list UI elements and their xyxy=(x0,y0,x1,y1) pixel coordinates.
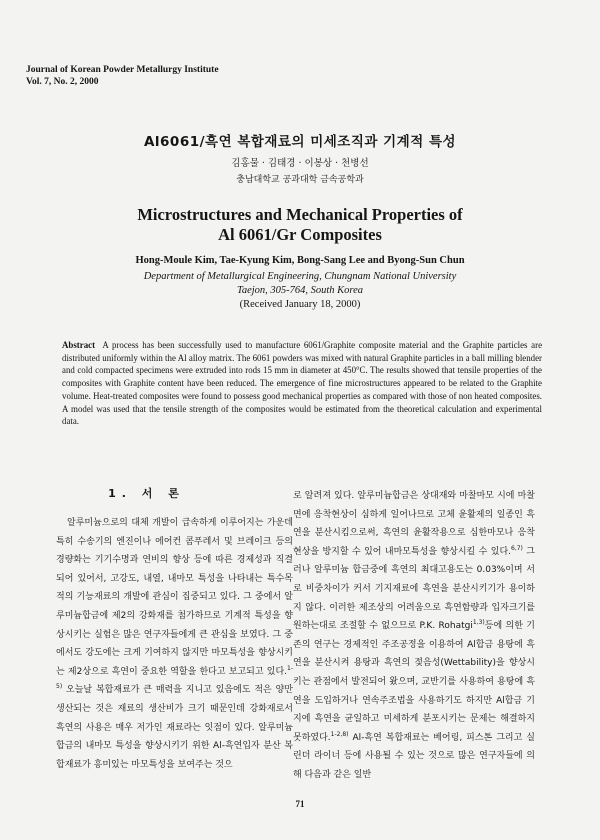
journal-volume: Vol. 7, No. 2, 2000 xyxy=(26,77,99,87)
korean-affiliation: 충남대학교 공과대학 금속공학과 xyxy=(236,175,364,185)
affiliation-department: Department of Metallurgical Engineering, Chungnam National University xyxy=(143,271,457,282)
right-column xyxy=(293,487,535,785)
right-text-a: 로 알려져 있다. 알루미늄합금은 상대재와 마찰마모 시에 마찰면에 응착현상이 심하게 일어나므로 고체 윤활제의 일종인 흑연을 분산시킴으로써, 흑연의 윤활작용으로 심한마모나 응착현상을 방지할 수 있어 내마모특성을 향상시킬 수 있다. xyxy=(293,491,535,557)
right-paragraph xyxy=(293,487,535,785)
citation: 1,3) xyxy=(472,619,485,627)
affiliation-city: Taejon, 305-764, South Korea xyxy=(236,285,364,296)
english-title-line1: Microstructures and Mechanical Properties of xyxy=(137,205,463,224)
citation: 1-2,8) xyxy=(330,730,349,738)
page-number: 71 xyxy=(295,799,305,809)
citation: 1-5) xyxy=(56,664,293,691)
right-text-c: 등에 의한 기존의 연구는 경제적인 주조공정을 이용하여 Al합금 용탕에 흑연을 분산시켜 용탕과 흑연의 젖음성(Wettability)을 향상시키는 관점에서 발전되어 왔으며, 교반기를 사용하여 용탕에 흑연을 도입하거나 연속주조법을 사용하기도 하지만 Al합금 기지에 흑연을 균일하고 미세하게 분포시키는 문제는 해결하지 못하였다. xyxy=(293,621,535,743)
journal-header xyxy=(26,64,219,88)
left-text-b: 오늘날 복합재료가 큰 매력을 지니고 있음에도 적은 양만 생산되는 것은 재료의 생산비가 크기 때문인데 강화재로서 흑연의 사용은 매우 저가인 재료라는 잇점이 있다. 알루미늄합금의 내마모 특성을 향상시키기 위한 Al-흑연입자 분산 복합재료가 흥미있는 마모특성을 보여주는 것으 xyxy=(56,685,293,770)
korean-authors: 김홍물 · 김태경 · 이봉상 · 천병선 xyxy=(231,158,369,169)
abstract xyxy=(62,339,542,428)
left-column xyxy=(56,514,293,774)
left-text-a: 알루미늄으로의 대체 개발이 급속하게 이루어지는 가운데 특히 수송기의 엔진이나 에어컨 콤푸레서 및 브레이크 등의 경량화는 기기수명과 연비의 향상 등에 따른 경제성과 직결되어 있어서, 고강도, 내열, 내마모 특성을 나타내는 특수목적의 기능재료의 개발에 관심이 집중되고 있다. 그 중에서 알루미늄합금에 제2의 강화재를 첨가하므로 기계적 특성을 향상시키는 실험은 많은 연구자들에게 큰 관심을 보였다. 그 중에서도 강도에는 크게 기여하지 않지만 마모특성을 향상시키는 제2상으로 흑연이 중요한 역할을 한다고 보고되고 있다. xyxy=(56,518,293,677)
english-authors: Hong-Moule Kim, Tae-Kyung Kim, Bong-Sang Lee and Byong-Sun Chun xyxy=(135,255,465,266)
right-text-d: Al-흑연 복합재료는 베어링, 피스톤 그리고 실린더 라이너 등에 사용될 수 있는 것으로 많은 연구자들에 의해 다음과 같은 일반 xyxy=(293,732,535,780)
english-affiliation xyxy=(0,270,600,312)
journal-name: Journal of Korean Powder Metallurgy Institute xyxy=(26,65,219,75)
abstract-label: Abstract xyxy=(62,340,96,350)
right-text-b: 그러나 알루미늄 합금중에 흑연의 최대고용도는 0.03%이며 서로 비중차이가 커서 기지재료에 흑연을 분산시키기가 용이하지 않다. 이러한 제조상의 어려움으로 흑연함량과 입자크기를 원하는대로 조절할 수 없으므로 P.K. Rohatgi xyxy=(293,546,535,632)
korean-title: Al6061/흑연 복합재료의 미세조직과 기계적 특성 xyxy=(143,134,457,150)
english-title-line2: Al 6061/Gr Composites xyxy=(218,225,382,244)
received-date: (Received January 18, 2000) xyxy=(239,299,361,310)
english-title xyxy=(0,205,600,245)
section-heading-introduction: 1. 서 론 xyxy=(108,487,185,500)
citation: 6,7) xyxy=(511,544,523,552)
left-paragraph xyxy=(56,514,293,774)
abstract-text: A process has been successfully used to manufacture 6061/Graphite composite material and the Graphite particles are distributed uniformly within the Al alloy matrix. The 6061 powders was mixed with natural Graphite particles in a ball milling blender and cold compacted specimens were extruded into rods 15 mm in diameter at 450°C. The results showed that tensile properties of the composites with Graphite content have been reduced. The emergence of fine microstructures appeared to be related to the Graphite volume. Heat-treated composites were found to possess good mechanical properties as compared with those of non heated composites. A model was used that the tensile strength of the composites would be estimated from the theoretical calculation and experimental data. xyxy=(62,340,543,427)
